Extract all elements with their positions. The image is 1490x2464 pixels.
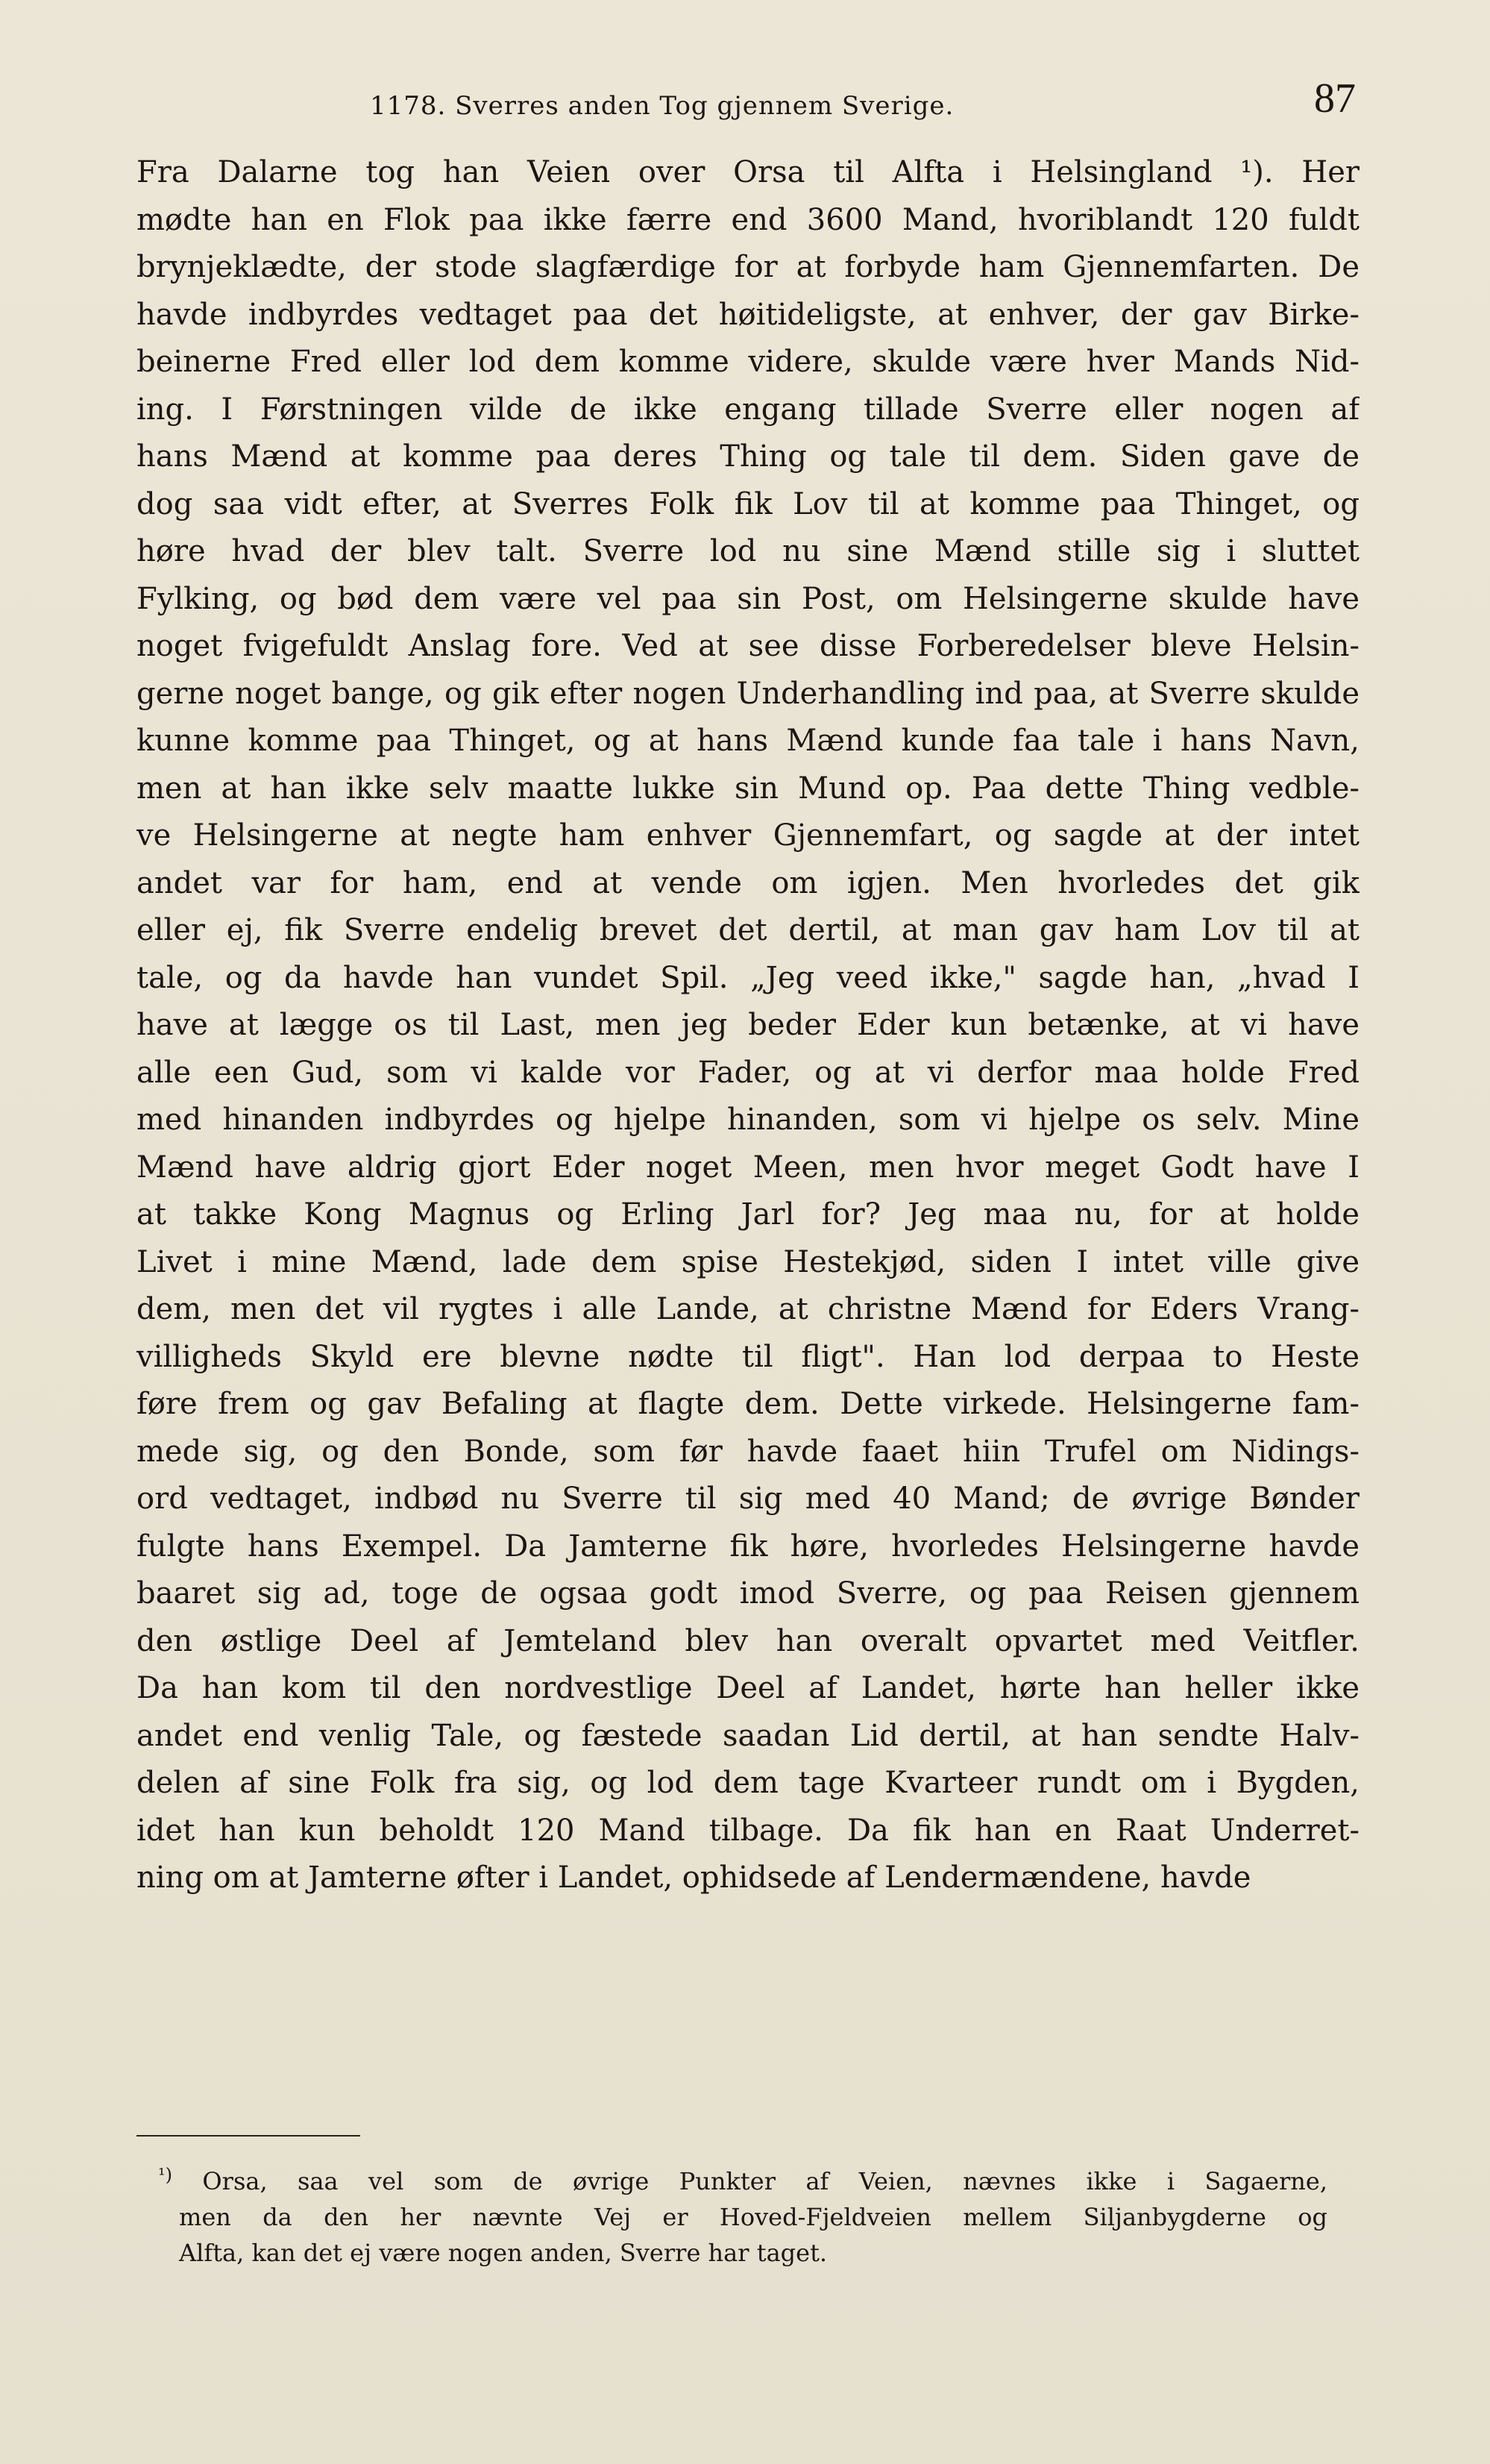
running-title: 1178. Sverres anden Tog gjennem Sverige. xyxy=(370,91,955,121)
text-line: noget fvigefuldt Anslag fore. Ved at see disse Forberedelser bleve Helsin- xyxy=(136,629,1359,663)
text-line: andet end venlig Tale, og fæstede saadan Lid dertil, at han sendte Halv- xyxy=(136,1718,1359,1753)
text-line: Livet i mine Mænd, lade dem spise Hestekjød, siden I intet ville give xyxy=(136,1244,1359,1279)
footnote-text: Orsa, saa vel som de øvrige Punkter af Veien, nævnes ikke i Sagaerne, xyxy=(202,2167,1328,2195)
text-line: kunne komme paa Thinget, og at hans Mænd kunde faa tale i hans Navn, xyxy=(136,724,1359,758)
text-line: dem, men det vil rygtes i alle Lande, at christne Mænd for Eders Vrang- xyxy=(136,1292,1359,1326)
text-line: ning om at Jamterne øfter i Landet, ophidsede af Lendermændene, havde xyxy=(136,1860,1251,1895)
text-line: beinerne Fred eller lod dem komme videre, skulde være hver Mands Nid- xyxy=(136,345,1359,379)
text-line: tale, og da havde han vundet Spil. „Jeg veed ikke," sagde han, „hvad I xyxy=(136,960,1359,995)
text-line: høre hvad der blev talt. Sverre lod nu sine Mænd stille sig i sluttet xyxy=(136,534,1359,568)
text-line: ord vedtaget, indbød nu Sverre til sig med 40 Mand; de øvrige Bønder xyxy=(136,1482,1359,1516)
text-line: havde indbyrdes vedtaget paa det høitideligste, at enhver, der gav Birke- xyxy=(136,297,1359,332)
text-line: men at han ikke selv maatte lukke sin Mund op. Paa dette Thing vedble- xyxy=(136,771,1359,806)
text-line: villigheds Skyld ere blevne nødte til fligt". Han lod derpaa to Heste xyxy=(136,1339,1359,1374)
text-line: Fylking, og bød dem være vel paa sin Post, om Helsingerne skulde have xyxy=(136,581,1359,616)
text-line: delen af sine Folk fra sig, og lod dem tage Kvarteer rundt om i Bygden, xyxy=(136,1766,1359,1800)
text-line: med hinanden indbyrdes og hjelpe hinanden, som vi hjelpe os selv. Mine xyxy=(136,1103,1359,1137)
text-line: have at lægge os til Last, men jeg beder Eder kun betænke, at vi have xyxy=(136,1008,1359,1042)
text-line: eller ej, fik Sverre endelig brevet det dertil, at man gav ham Lov til at xyxy=(136,913,1359,947)
page-header xyxy=(134,75,1356,134)
text-line: at takke Kong Magnus og Erling Jarl for? Jeg maa nu, for at holde xyxy=(136,1197,1359,1232)
footnote-marker: ¹) xyxy=(158,2164,172,2186)
text-line: Da han kom til den nordvestlige Deel af Landet, hørte han heller ikke xyxy=(136,1671,1359,1705)
text-line: gerne noget bange, og gik efter nogen Underhandling ind paa, at Sverre skulde xyxy=(136,676,1359,711)
text-line: Mænd have aldrig gjort Eder noget Meen, men hvor meget Godt have I xyxy=(136,1150,1359,1185)
text-line: føre frem og gav Befaling at flagte dem. Dette virkede. Helsingerne fam- xyxy=(136,1387,1359,1421)
page-number: 87 xyxy=(1314,75,1356,122)
footnote-line xyxy=(158,2163,1327,2199)
footnote-line: Alfta, kan det ej være nogen anden, Sverre har taget. xyxy=(179,2239,828,2267)
text-line: ve Helsingerne at negte ham enhver Gjennemfart, og sagde at der intet xyxy=(136,818,1359,853)
footnote-rule xyxy=(136,2135,360,2137)
text-line: ing. I Førstningen vilde de ikke engang tillade Sverre eller nogen af xyxy=(136,392,1359,427)
text-line: brynjeklædte, der stode slagfærdige for at forbyde ham Gjennemfarten. De xyxy=(136,250,1359,284)
text-line: idet han kun beholdt 120 Mand tilbage. Da fik han en Raat Underret- xyxy=(136,1813,1359,1848)
text-line: Fra Dalarne tog han Veien over Orsa til Alfta i Helsingland ¹). Her xyxy=(136,155,1359,189)
text-line: mødte han en Flok paa ikke færre end 3600 Mand, hvoriblandt 120 fuldt xyxy=(136,202,1359,237)
text-line: mede sig, og den Bonde, som før havde faaet hiin Trufel om Nidings- xyxy=(136,1434,1359,1469)
text-line: dog saa vidt efter, at Sverres Folk fik Lov til at komme paa Thinget, og xyxy=(136,486,1359,521)
text-line: hans Mænd at komme paa deres Thing og tale til dem. Siden gave de xyxy=(136,439,1359,474)
text-line: andet var for ham, end at vende om igjen. Men hvorledes det gik xyxy=(136,865,1359,900)
main-text xyxy=(136,149,1359,1902)
text-line: baaret sig ad, toge de ogsaa godt imod Sverre, og paa Reisen gjennem xyxy=(136,1576,1359,1611)
footnote-line: men da den her nævnte Vej er Hoved-Fjeldveien mellem Siljanbygderne og xyxy=(179,2203,1327,2231)
footnote xyxy=(158,2163,1328,2271)
text-line: alle een Gud, som vi kalde vor Fader, og at vi derfor maa holde Fred xyxy=(136,1055,1359,1090)
text-line: fulgte hans Exempel. Da Jamterne fik høre, hvorledes Helsingerne havde xyxy=(136,1529,1359,1564)
text-line: den østlige Deel af Jemteland blev han overalt opvartet med Veitfler. xyxy=(136,1623,1359,1658)
